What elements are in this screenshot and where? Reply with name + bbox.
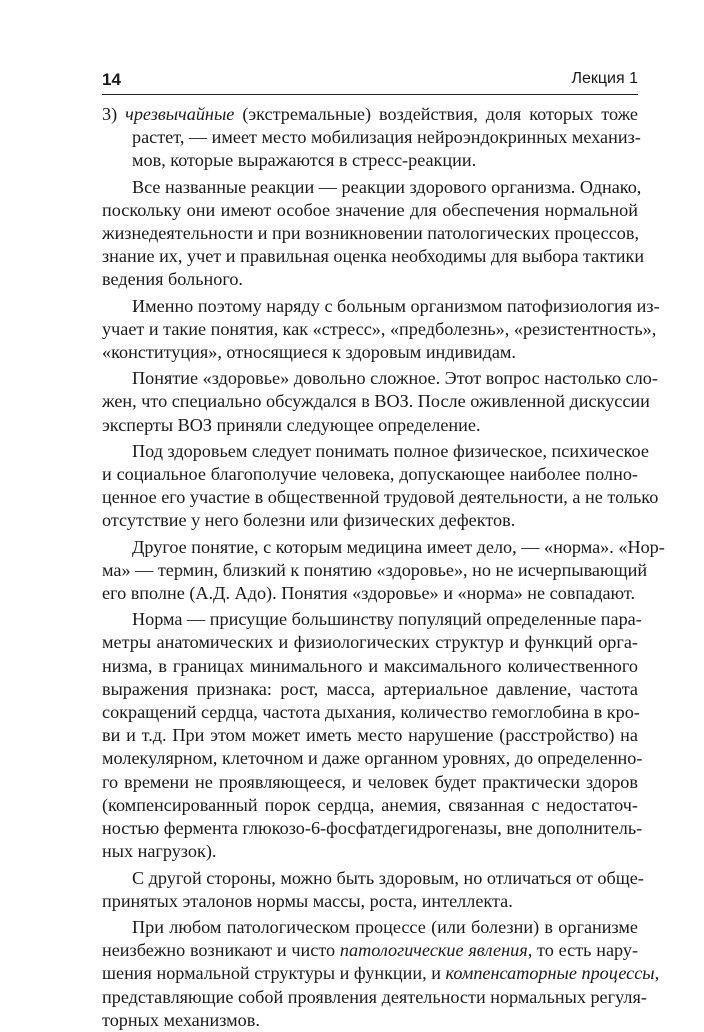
paragraph [102, 916, 660, 1032]
paragraph [102, 536, 665, 606]
italic-term: патологические явления [339, 940, 528, 961]
text-line: ведения больного. [102, 269, 243, 290]
text-line: учает и такие понятия, как «стресс», «предболезнь», «резистентность», [102, 318, 657, 339]
text-line: Другое понятие, с которым медицина имеет дело, — «норма». «Нор- [132, 536, 665, 557]
list-item-3 [102, 103, 641, 173]
running-title: Лекция 1 [571, 70, 638, 87]
text-line: метры анатомических и физиологических структур и функций орга- [102, 632, 638, 653]
text-line: выражения признака: рост, масса, артериальное давление, частота [102, 678, 638, 699]
paragraph [102, 176, 645, 292]
text-line: торных механизмов. [102, 1009, 260, 1030]
text-line: Норма — присущие большинству популяций определенные пара- [132, 609, 642, 630]
text-line: го времени не проявляющееся, и человек будет практически здоров [102, 771, 638, 792]
text-line: неизбежно возникают и чисто патологические явления, то есть нару- [102, 940, 639, 961]
paragraph [102, 367, 658, 437]
paragraph [102, 440, 659, 533]
list-item-line: растет, — имеет место мобилизация нейроэндокринных механиз- [132, 127, 641, 148]
text-line: ма» — термин, близкий к понятию «здоровье», но не исчерпывающий [102, 559, 648, 580]
page-header [102, 66, 638, 95]
text-line: жизнедеятельности и при возникновении патологических процессов, [102, 223, 640, 244]
italic-term: чрезвычайные [125, 104, 235, 124]
text-line: (компенсированный порок сердца, анемия, связанная с недостаточ- [102, 794, 638, 815]
text-line: Все названные реакции — реакции здорового организма. Однако, [132, 176, 642, 197]
text-line: ностью фермента глюкозо-6-фосфатдегидрогеназы, вне дополнитель- [102, 818, 643, 839]
paragraph [102, 295, 660, 365]
text-line: «конституция», относящиеся к здоровым индивидам. [102, 342, 516, 363]
text-line: принятых эталонов нормы массы, роста, интеллекта. [102, 890, 513, 911]
text-line: низма, в границах минимального и максимального количественного [102, 655, 638, 676]
list-item-line: мов, которые выражаются в стресс-реакции. [132, 150, 477, 171]
text-line: эксперты ВОЗ приняли следующее определение. [102, 414, 481, 435]
page-number: 14 [102, 70, 121, 89]
text-line: ных нагрузок). [102, 841, 217, 862]
text-line: поскольку они имеют особое значение для обеспечения нормальной [102, 199, 638, 220]
list-marker: 3) [102, 104, 126, 124]
text-line: отсутствие у него болезни или физических дефектов. [102, 510, 516, 531]
text-line: знание их, учет и правильная оценка необходимы для выбора тактики [102, 246, 645, 267]
text-line: Именно поэтому наряду с больным организмом патофизиология из- [132, 295, 660, 316]
body-text [102, 103, 665, 1032]
text-line: молекулярном, клеточном и даже органном уровнях, до определенно- [102, 748, 643, 769]
text-line: шения нормальной структуры и функции, и компенсаторные процессы, [102, 963, 660, 984]
text-line: и социальное благополучие человека, допускающее наиболее полно- [102, 464, 638, 485]
list-item-line: 3) чрезвычайные (экстремальные) воздействия, доля которых тоже [102, 104, 638, 124]
text-line: сокращений сердца, частота дыхания, количество гемоглобина в кро- [102, 702, 640, 723]
paragraph [102, 608, 643, 863]
text-line: ви и т.д. При этом может иметь место нарушение (расстройство) на [102, 725, 638, 746]
text-line: представляющие собой проявления деятельности нормальных регуля- [102, 986, 647, 1007]
paragraph [102, 867, 644, 913]
text-line: его вполне (А.Д. Адо). Понятия «здоровье» и «норма» не совпадают. [102, 583, 636, 604]
text-line: С другой стороны, можно быть здоровым, но отличаться от обще- [132, 867, 644, 888]
text-line: Под здоровьем следует понимать полное физическое, психическое [132, 440, 649, 461]
text-line: Понятие «здоровье» довольно сложное. Этот вопрос настолько сло- [132, 368, 658, 389]
text-line: жен, что специально обсуждался в ВОЗ. После оживленной дискуссии [102, 391, 650, 412]
text-line: При любом патологическом процессе (или болезни) в организме [132, 916, 638, 937]
text-line: ценное его участие в общественной трудовой деятельности, а не только [102, 487, 659, 508]
italic-term: компенсаторные процессы [445, 963, 655, 984]
